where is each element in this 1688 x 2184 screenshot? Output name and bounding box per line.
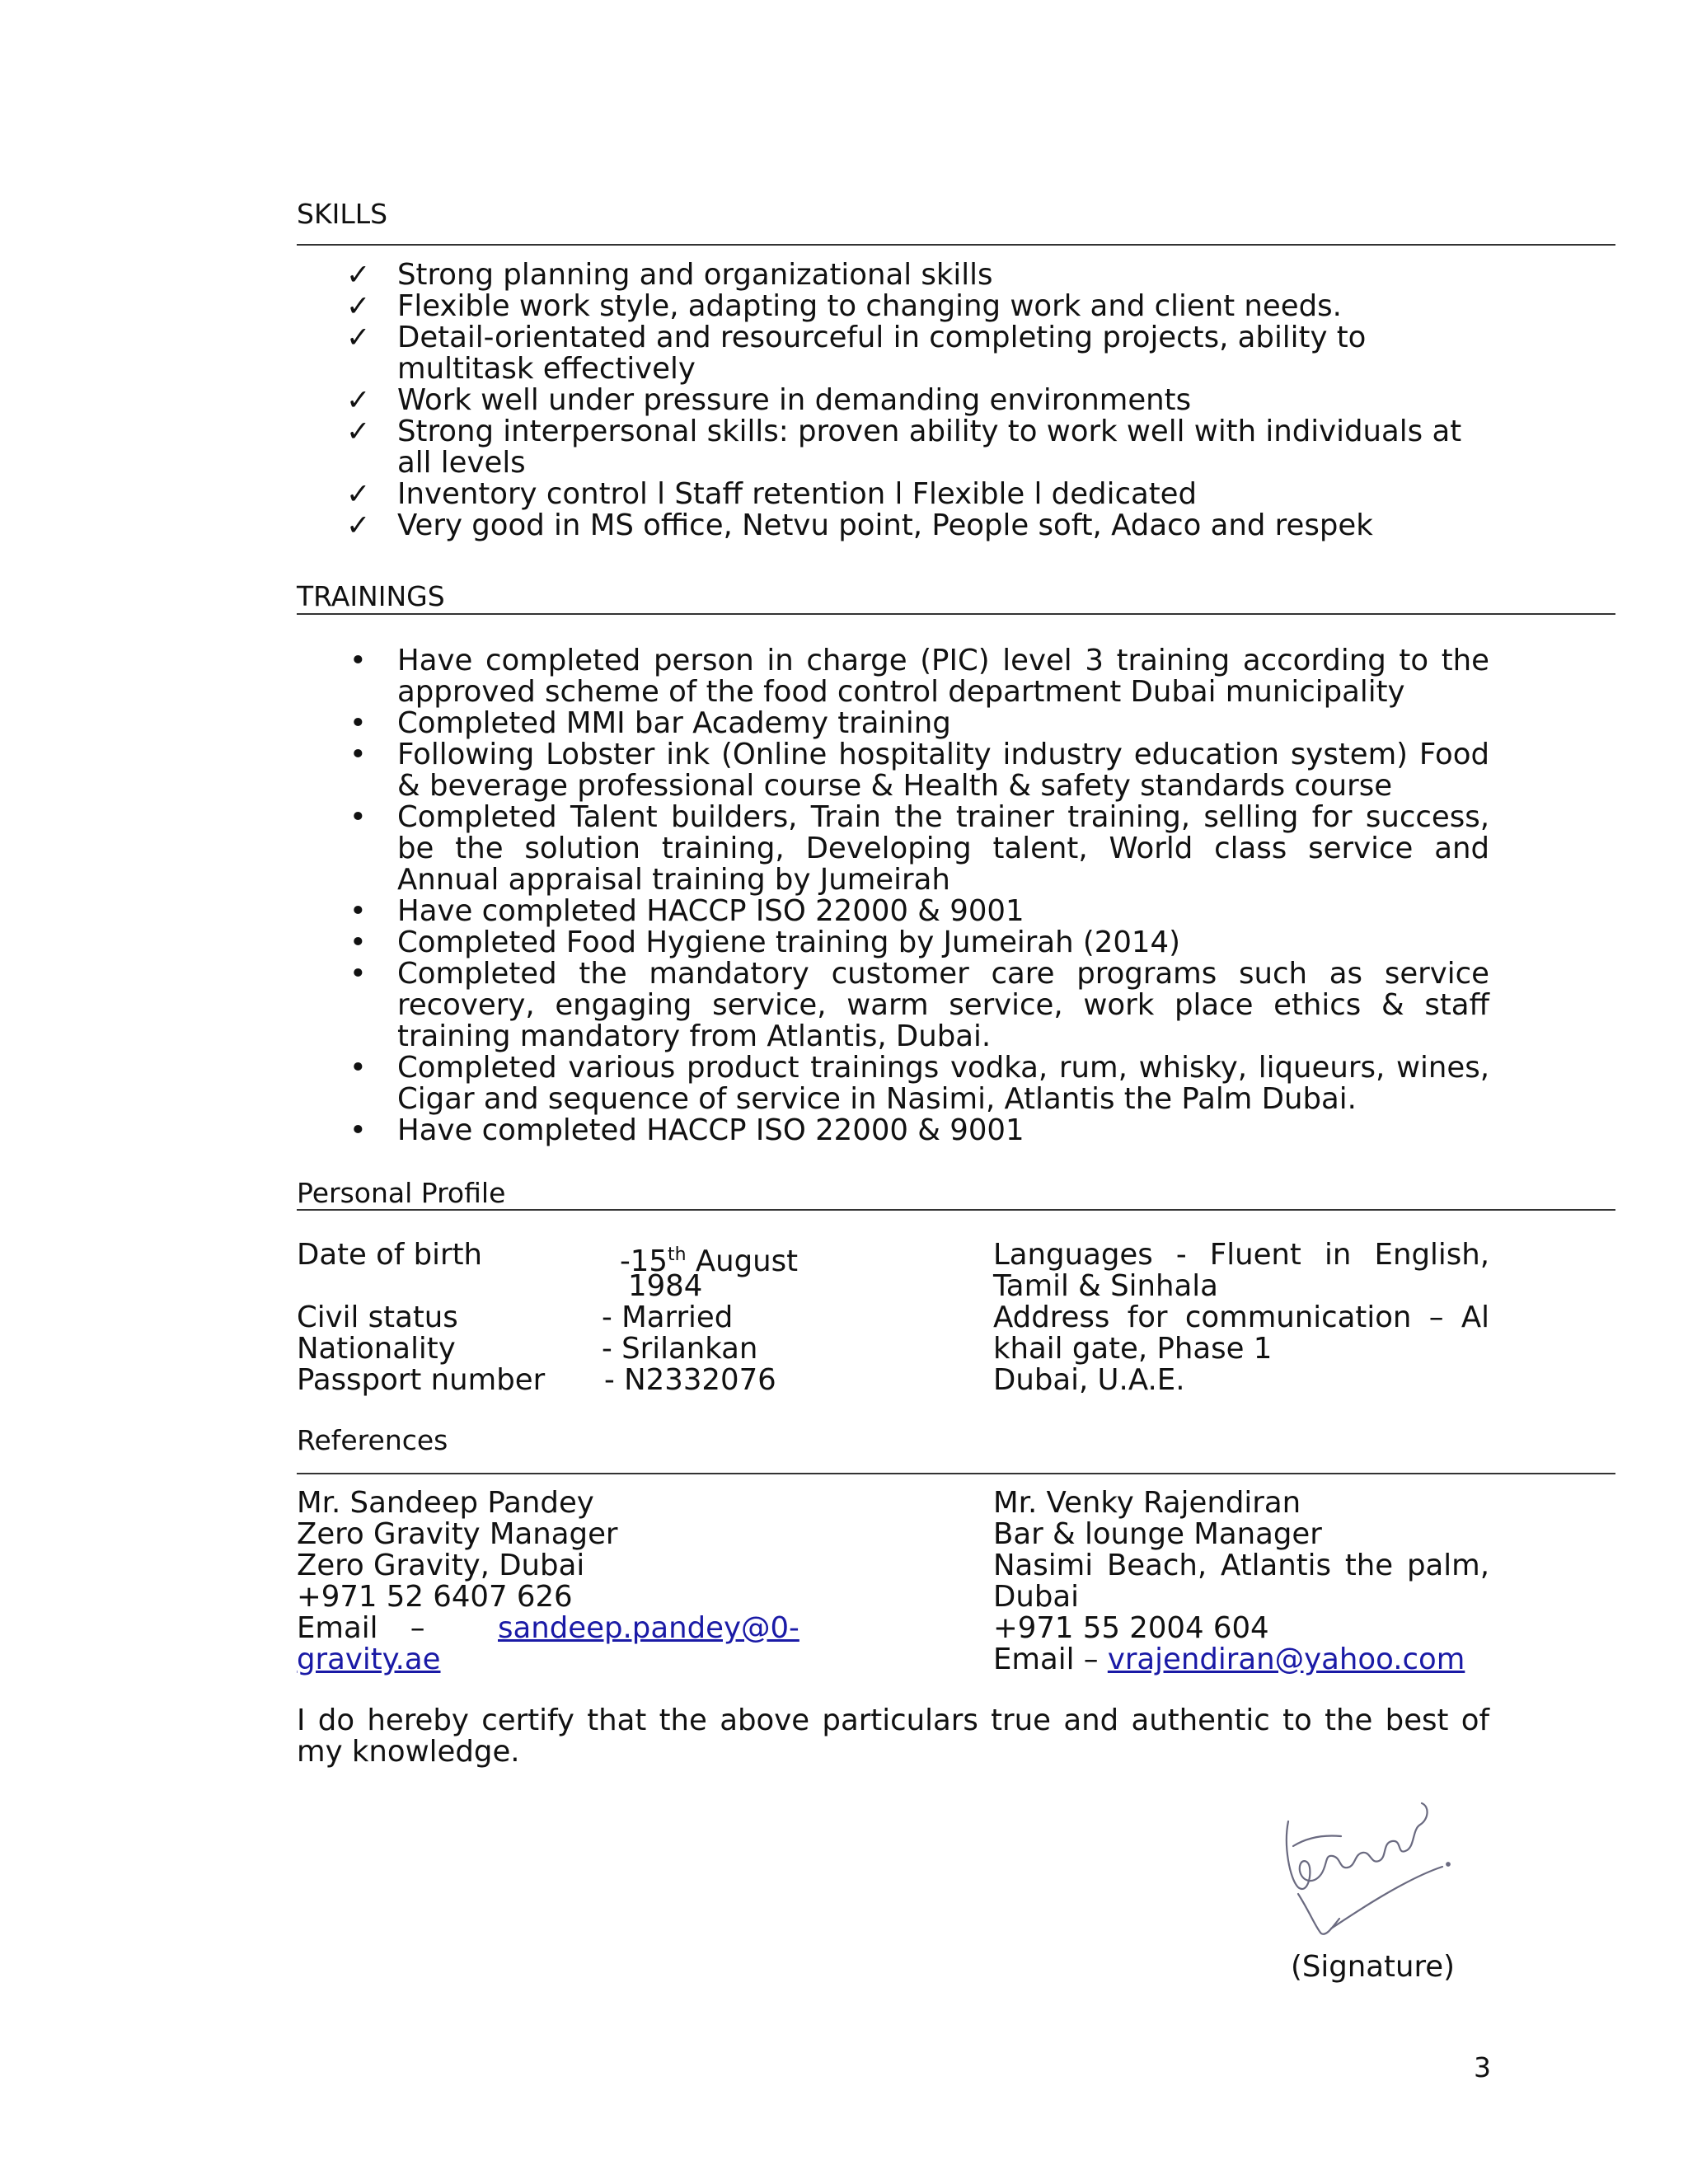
training-item: • Have completed HACCP ISO 22000 & 9001 xyxy=(349,1113,1025,1147)
training-item: • Following Lobster ink (Online hospitality industry education system) Food & beverage professional course & Health & safety standards course xyxy=(349,738,1489,803)
references-heading: References xyxy=(297,1424,448,1456)
bullet-dot-icon: • xyxy=(349,738,367,771)
skill-item: ✓ Strong interpersonal skills: proven ability to work well with individuals at all levels xyxy=(346,415,1462,480)
bullet-dot-icon: • xyxy=(349,644,367,677)
passport-value: - N2332076 xyxy=(604,1363,776,1397)
ref1-name: Mr. Sandeep Pandey xyxy=(297,1486,594,1520)
checkmark-icon: ✓ xyxy=(346,384,371,417)
nationality-value: - Srilankan xyxy=(602,1332,758,1366)
ref2-phone: +971 55 2004 604 xyxy=(993,1611,1269,1645)
skill-item: ✓ Detail-orientated and resourceful in completing projects, ability to multitask effectively xyxy=(346,321,1367,386)
ref2-org: Nasimi Beach, Atlantis the palm, Dubai xyxy=(993,1549,1489,1614)
signature-image xyxy=(1273,1788,1463,1945)
ref1-org: Zero Gravity, Dubai xyxy=(297,1549,585,1582)
page-number: 3 xyxy=(1474,2051,1491,2083)
dob-label: Date of birth xyxy=(297,1238,483,1272)
skill-item: ✓ Strong planning and organizational skills xyxy=(346,258,993,292)
ref2-title: Bar & lounge Manager xyxy=(993,1517,1322,1551)
training-item: • Completed MMI bar Academy training xyxy=(349,706,951,740)
profile-heading: Personal Profile xyxy=(297,1177,506,1209)
training-item: • Completed various product trainings vodka, rum, whisky, liqueurs, wines, Cigar and sequence of service in Nasimi, Atlantis the Palm Dubai. xyxy=(349,1051,1489,1116)
checkmark-icon: ✓ xyxy=(346,478,371,511)
skill-item: ✓ Work well under pressure in demanding environments xyxy=(346,383,1192,417)
address-city: Dubai, U.A.E. xyxy=(993,1363,1185,1397)
civil-status-value: - Married xyxy=(602,1301,734,1334)
profile-divider xyxy=(297,1209,1615,1211)
bullet-dot-icon: • xyxy=(349,801,367,834)
bullet-dot-icon: • xyxy=(349,707,367,740)
declaration-text: I do hereby certify that the above particulars true and authentic to the best of my knowledge. xyxy=(297,1704,1489,1769)
references-divider xyxy=(297,1473,1615,1474)
ref1-title: Zero Gravity Manager xyxy=(297,1517,618,1551)
nationality-label: Nationality xyxy=(297,1332,456,1366)
ref1-phone: +971 52 6407 626 xyxy=(297,1580,573,1614)
training-item: • Have completed HACCP ISO 22000 & 9001 xyxy=(349,894,1025,928)
trainings-heading: TRAININGS xyxy=(297,580,445,612)
checkmark-icon: ✓ xyxy=(346,321,371,354)
signature-label: (Signature) xyxy=(1291,1950,1455,1984)
ref1-email-link-cont[interactable]: gravity.ae xyxy=(297,1643,441,1676)
passport-label: Passport number xyxy=(297,1363,546,1397)
training-item: • Have completed person in charge (PIC) level 3 training according to the approved scheme of the food control department Dubai municipality xyxy=(349,644,1489,709)
ref2-email: Email – vrajendiran@yahoo.com xyxy=(993,1643,1465,1676)
dob-year: 1984 xyxy=(628,1269,703,1303)
civil-status-label: Civil status xyxy=(297,1301,458,1334)
bullet-dot-icon: • xyxy=(349,926,367,959)
skills-list xyxy=(0,260,1688,541)
address: Address for communication – Al khail gate, Phase 1 xyxy=(993,1301,1489,1366)
ref2-email-link[interactable]: vrajendiran@yahoo.com xyxy=(1107,1643,1465,1676)
bullet-dot-icon: • xyxy=(349,1052,367,1085)
skill-item: ✓ Inventory control l Staff retention l Flexible l dedicated xyxy=(346,477,1198,511)
skill-item: ✓ Very good in MS office, Netvu point, People soft, Adaco and respek xyxy=(346,509,1373,542)
trainings-list xyxy=(0,645,1688,1146)
checkmark-icon: ✓ xyxy=(346,415,371,448)
skill-item: ✓ Flexible work style, adapting to changing work and client needs. xyxy=(346,289,1342,323)
dob-value: -15th August xyxy=(620,1244,799,1278)
languages: Languages - Fluent in English, Tamil & Sinhala xyxy=(993,1238,1489,1303)
training-item: • Completed the mandatory customer care programs such as service recovery, engaging service, warm service, work place ethics & staff training mandatory from Atlantis, Dubai. xyxy=(349,957,1489,1053)
checkmark-icon: ✓ xyxy=(346,290,371,323)
skills-divider xyxy=(297,244,1615,246)
bullet-dot-icon: • xyxy=(349,895,367,928)
bullet-dot-icon: • xyxy=(349,1114,367,1147)
skills-heading: SKILLS xyxy=(297,198,388,230)
ref1-email-link[interactable]: sandeep.pandey@0- xyxy=(498,1611,799,1645)
training-item: • Completed Talent builders, Train the trainer training, selling for success, be the solution training, Developing talent, World class service and Annual appraisal training by Jumeirah xyxy=(349,800,1489,897)
training-item: • Completed Food Hygiene training by Jumeirah (2014) xyxy=(349,926,1180,959)
trainings-divider xyxy=(297,613,1615,615)
ref2-name: Mr. Venky Rajendiran xyxy=(993,1486,1301,1520)
checkmark-icon: ✓ xyxy=(346,509,371,542)
bullet-dot-icon: • xyxy=(349,958,367,991)
checkmark-icon: ✓ xyxy=(346,259,371,292)
ref1-email-label: Email – xyxy=(297,1611,425,1645)
